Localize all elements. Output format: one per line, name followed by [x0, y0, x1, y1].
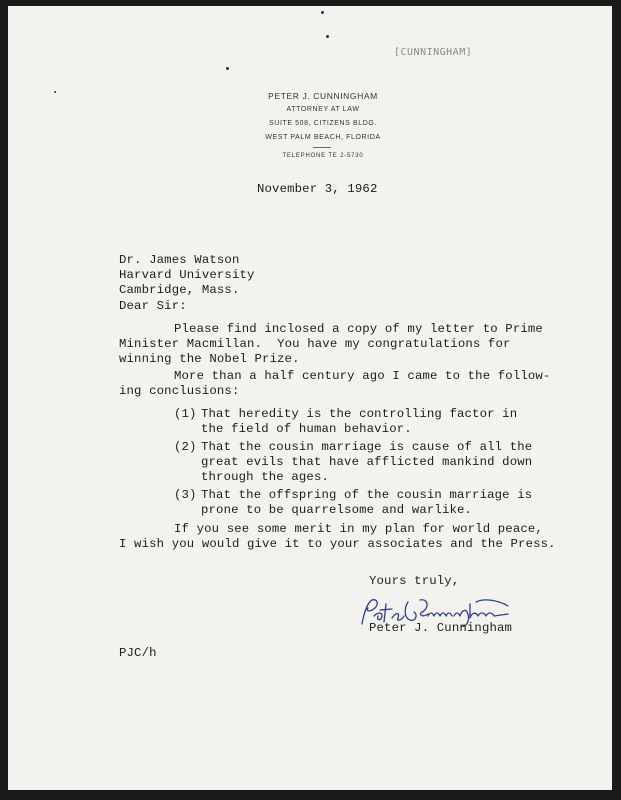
scan-border: [612, 0, 621, 800]
paper-speck: [226, 67, 229, 70]
letter-date: November 3, 1962: [257, 182, 378, 196]
recipient-line-1: Dr. James Watson: [119, 253, 240, 267]
letter-page: [8, 6, 613, 790]
conclusion-3-line-1: That the offspring of the cousin marriage is: [201, 488, 533, 502]
letterhead-name: PETER J. CUNNINGHAM: [268, 91, 378, 101]
paragraph-3-line-2: I wish you would give it to your associates and the Press.: [119, 537, 556, 551]
paper-speck: [321, 11, 324, 14]
letterhead-title: ATTORNEY AT LAW: [286, 106, 360, 113]
closing: Yours truly,: [369, 574, 460, 588]
letterhead-telephone: TELEPHONE TE 2-5730: [282, 153, 364, 159]
conclusion-3-line-2: prone to be quarrelsome and warlike.: [201, 503, 473, 517]
faint-watermark-artifact: [78, 381, 87, 412]
paragraph-3-line-1: If you see some merit in my plan for world peace,: [174, 522, 543, 536]
paragraph-2-line-2: ing conclusions:: [119, 384, 240, 398]
signature-name: Peter J. Cunningham: [369, 621, 513, 635]
paragraph-1-line-1: Please find inclosed a copy of my letter to Prime: [174, 322, 543, 336]
conclusion-2-line-1: That the cousin marriage is cause of all the: [201, 440, 533, 454]
conclusion-2-number: (2): [174, 440, 197, 454]
conclusion-1-number: (1): [174, 407, 197, 421]
paper-speck: [326, 35, 329, 38]
conclusion-1-line-1: That heredity is the controlling factor in: [201, 407, 518, 421]
conclusion-3-number: (3): [174, 488, 197, 502]
paragraph-1-line-2: Minister Macmillan. You have my congratulations for: [119, 337, 511, 351]
conclusion-1-line-2: the field of human behavior.: [201, 422, 412, 436]
conclusion-2-line-2: great evils that have afflicted mankind down: [201, 455, 533, 469]
paragraph-1-line-3: winning the Nobel Prize.: [119, 352, 300, 366]
paragraph-2-line-1: More than a half century ago I came to the follow-: [174, 369, 551, 383]
letterhead-rule: [313, 147, 331, 148]
archive-label: [CUNNINGHAM]: [394, 47, 473, 58]
letterhead-address-2: WEST PALM BEACH, FLORIDA: [265, 134, 381, 141]
recipient-line-3: Cambridge, Mass.: [119, 283, 240, 297]
recipient-line-2: Harvard University: [119, 268, 255, 282]
salutation: Dear Sir:: [119, 299, 187, 313]
typist-initials: PJC/h: [119, 646, 157, 660]
conclusion-2-line-3: through the ages.: [201, 470, 329, 484]
letterhead-address-1: SUITE 508, CITIZENS BLDG.: [269, 120, 377, 127]
paper-speck: [54, 91, 56, 93]
